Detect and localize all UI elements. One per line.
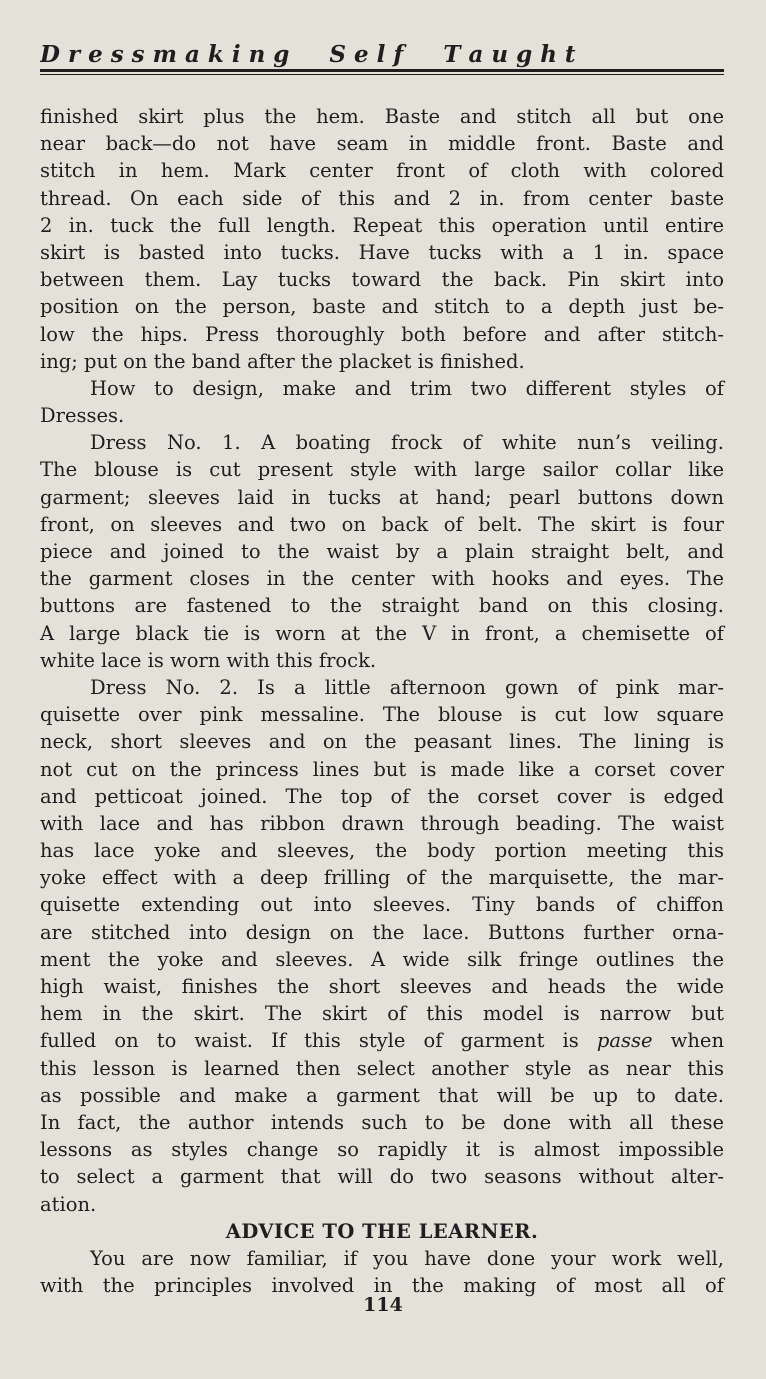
text-line: ment the yoke and sleeves. A wide silk fringe outlines the [40,947,724,971]
text-line: with lace and has ribbon drawn through beading. The waist [40,811,724,835]
text-line: quisette over pink messaline. The blouse is cut low square [40,703,724,727]
text-line: as possible and make a garment that will be up to date. [40,1083,724,1107]
text-line: piece and joined to the waist by a plain straight belt, and [40,540,724,563]
text-line: In fact, the author intends such to be done with all these [40,1110,724,1134]
text-line: quisette extending out into sleeves. Tiny bands of chiffon [40,893,724,917]
text-line: How to design, make and trim two different styles of [90,376,724,400]
text-segment: when [670,1029,725,1053]
text-line: between them. Lay tucks toward the back. Pin skirt into [40,268,724,292]
text-line: finished skirt plus the hem. Baste and stitch all but one [40,105,724,128]
body-text [40,103,724,1299]
text-line: and petticoat joined. The top of the corset cover is edged [40,784,724,808]
text-line: skirt is basted into tucks. Have tucks with a 1 in. space [40,240,724,264]
text-line: ation. [40,1192,97,1216]
text-line: has lace yoke and sleeves, the body portion meeting this [40,839,724,863]
text-line: thread. On each side of this and 2 in. from center baste [40,186,724,210]
text-line: white lace is worn with this frock. [40,648,377,672]
text-line: garment; sleeves laid in tucks at hand; pearl buttons down [40,485,724,509]
text-line: position on the person, baste and stitch to a depth just be- [40,295,724,319]
text-line: buttons are fastened to the straight band on this closing. [40,594,724,618]
text-line: are stitched into design on the lace. Buttons further orna- [40,920,724,944]
text-line: yoke effect with a deep frilling of the marquisette, the mar- [40,866,724,890]
text-line: 2 in. tuck the full length. Repeat this operation until entire [40,213,724,237]
text-line: neck, short sleeves and on the peasant lines. The lining is [40,730,724,754]
header-rule-thick [40,69,724,72]
text-line: Dress No. 1. A boating frock of white nun’s veiling. [90,431,724,455]
text-line: this lesson is learned then select another style as near this [40,1056,724,1080]
text-line: stitch in hem. Mark center front of cloth with colored [40,159,724,183]
text-line: lessons as styles change so rapidly it is almost impossible [40,1138,724,1162]
text-line: the garment closes in the center with hooks and eyes. The [40,567,724,591]
text-line: The blouse is cut present style with large sailor collar like [40,458,724,482]
text-line-with-italic [40,1027,724,1054]
text-line: Dresses. [40,404,125,428]
text-line: high waist, finishes the short sleeves and heads the wide [40,975,724,998]
running-head [40,40,724,70]
text-line: ing; put on the band after the placket is finished. [40,349,525,373]
section-heading: ADVICE TO THE LEARNER. [225,1219,539,1243]
italic-word: passe [596,1029,653,1053]
text-line: Dress No. 2. Is a little afternoon gown of pink mar- [90,675,724,699]
text-line: with the principles involved in the making of most all of [40,1274,724,1298]
text-line: to select a garment that will do two seasons without alter- [40,1165,724,1189]
page-number: 114 [363,1294,403,1316]
header-rule-thin [40,74,724,75]
text-line: near back—do not have seam in middle front. Baste and [40,132,724,156]
text-line: hem in the skirt. The skirt of this model is narrow but [40,1002,724,1026]
text-line: low the hips. Press thoroughly both before and after stitch- [40,322,724,346]
text-segment: fulled on to waist. If this style of garment is [40,1029,579,1053]
running-title: D r e s s m a k i n g S e l f T a u g h t [40,41,576,68]
text-line: You are now familiar, if you have done your work well, [90,1246,724,1270]
text-line: not cut on the princess lines but is made like a corset cover [40,757,724,781]
text-line: A large black tie is worn at the V in front, a chemisette of [40,621,724,645]
text-line: front, on sleeves and two on back of belt. The skirt is four [40,512,724,536]
